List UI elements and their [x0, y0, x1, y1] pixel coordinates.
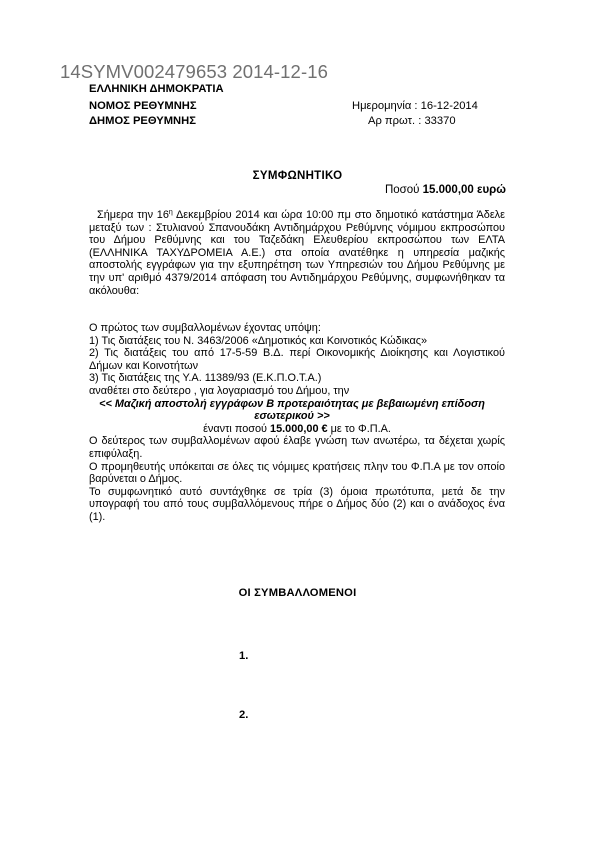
signers-heading: ΟΙ ΣΥΜΒΑΛΛΟΜΕΝΟΙ — [238, 587, 357, 599]
amount-label: Ποσού — [384, 184, 420, 196]
header-protocol-number: Αρ πρωτ. : 33370 — [368, 115, 456, 127]
price-value: 15.000,00 € — [270, 422, 328, 435]
document-stamp: 14SYMV002479653 2014-12-16 — [60, 61, 328, 82]
assigns-line: αναθέτει στο δεύτερο , για λογαριασμό του Δήμου, την — [89, 384, 350, 397]
list-item-law: 1) Τις διατάξεις του Ν. 3463/2006 «Δημοτικός και Κοινοτικός Κώδικας» — [89, 334, 428, 347]
price-suffix: με το Φ.Π.Α. — [327, 422, 391, 435]
contract-amount — [385, 184, 506, 196]
header-country: ΕΛΛΗΝΙΚΗ ΔΗΜΟΚΡΑΤΙΑ — [89, 83, 224, 95]
list-item-decree: 2) Τις διατάξεις του από 17-5-59 Β.Δ. περί Οικονομικής Διοίκησης και Λογιστικού Δήμων και Κοινοτήτων — [89, 347, 505, 372]
signer-number-2: 2. — [239, 709, 249, 721]
intro-paragraph — [89, 209, 505, 297]
header-municipality: ΔΗΜΟΣ ΡΕΘΥΜΝΗΣ — [89, 115, 196, 127]
header-prefecture: ΝΟΜΟΣ ΡΕΘΥΜΝΗΣ — [89, 100, 197, 112]
service-description: << Μαζική αποστολή εγγράφων Β προτεραιότητας με βεβαιωμένη επίδοση εσωτερικού >> — [99, 397, 485, 423]
document-title: ΣΥΜΦΩΝΗΤΙΚΟ — [252, 170, 343, 182]
intro-text-rest: Δεκεμβρίου 2014 και ώρα 10:00 πμ στο δημοτικό κατάστημα Άδελε μεταξύ των : Στυλιανού Σπανουδάκη Αντιδημάρχου Ρεθύμνης νόμιμου εκπροσώπου του Δήμου Ρεθύμνης και του Ταζεδάκη Ελευθερίου εκπροσώπου των ΕΛΤΑ (ΕΛΛΗΝΙΚΑ ΤΑΧΥΔΡΟΜΕΙΑ Α.Ε.) στα οποία ανατέθηκε η υπηρεσία μαζικής αποστολής εγγράφων για την εξυπηρέτηση των Υπηρεσιών του Δήμου Ρεθύμνης με την υπ' αριθμό 4379/2014 απόφαση του Αντιδημάρχου Ρεθύμνης, συμφωνήθηκαν τα ακόλουθα: — [89, 209, 505, 297]
amount-value: 15.000,00 ευρώ — [422, 184, 506, 196]
intro-superscript: η — [168, 209, 173, 216]
considering-line: Ο πρώτος των συμβαλλομένων έχοντας υπόψη: — [89, 322, 321, 334]
signer-number-1: 1. — [239, 650, 249, 662]
intro-text-start: Σήμερα την 16 — [97, 209, 169, 221]
list-item-ministerial-decision: 3) Τις διατάξεις της Υ.Α. 11389/93 (Ε.Κ.Π.Ο.Τ.Α.) — [89, 372, 322, 385]
price-line — [89, 423, 505, 436]
header-date: Ημερομηνία : 16-12-2014 — [352, 100, 478, 112]
paragraph-supplier: Ο προμηθευτής υπόκειται σε όλες τις νόμιμες κρατήσεις πλην του Φ.Π.Α με τον οποίο βαρύνεται ο Δήμος. — [89, 460, 505, 486]
paragraph-second-party: Ο δεύτερος των συμβαλλομένων αφού έλαβε γνώση των ανωτέρω, τα δέχεται χωρίς επιφύλαξη. — [89, 435, 505, 460]
terms-section — [89, 322, 505, 524]
price-prefix: έναντι ποσού — [203, 422, 271, 435]
paragraph-copies: Το συμφωνητικό αυτό συντάχθηκε σε τρία (3) όμοια πρωτότυπα, μετά δε την υπογραφή του από τους συμβαλλόμενους πήρε ο Δήμος δύο (2) και ο ανάδοχος ένα (1). — [89, 485, 505, 523]
